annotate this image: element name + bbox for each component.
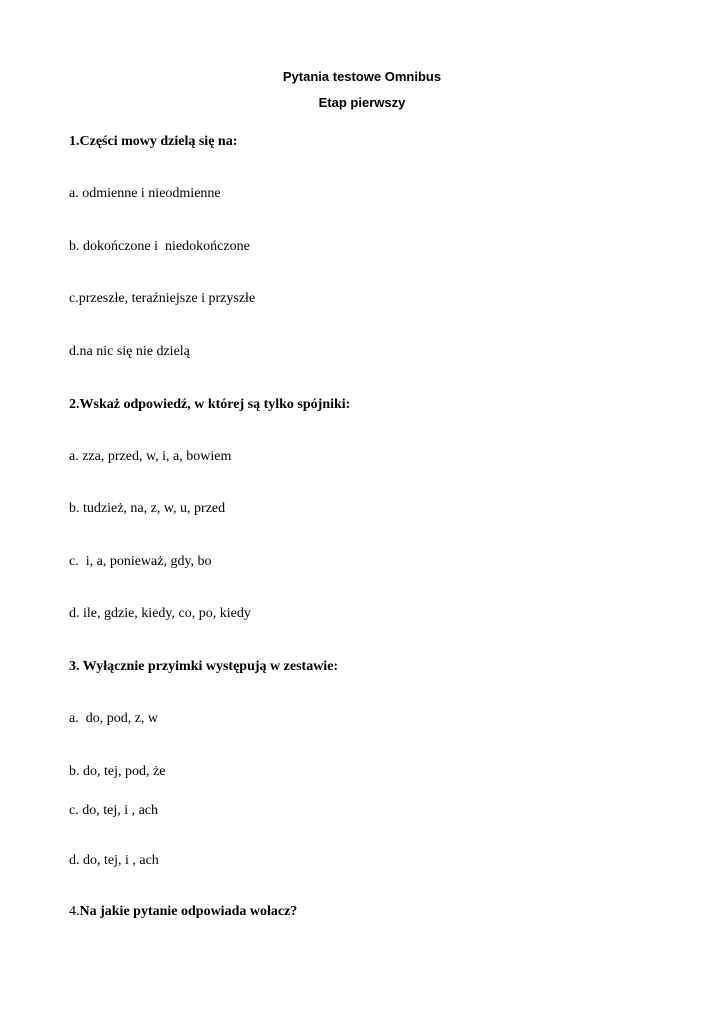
question-4 (69, 903, 297, 921)
q3-answer-b: b. do, tej, pod, że (69, 764, 166, 779)
document-subtitle: Etap pierwszy (318, 95, 406, 110)
q2-answer-a: a. zza, przed, w, i, a, bowiem (69, 449, 232, 464)
q1-answer-c: c.przeszłe, teraźniejsze i przyszłe (69, 291, 256, 306)
q3-answer-a: a. do, pod, z, w (69, 711, 159, 726)
question-1: 1.Części mowy dzielą się na: (69, 134, 238, 149)
document-title: Pytania testowe Omnibus (282, 69, 442, 84)
question-4-text: Na jakie pytanie odpowiada wołacz? (79, 904, 298, 919)
q3-answer-d: d. do, tej, i , ach (69, 853, 159, 868)
q2-answer-c: c. i, a, ponieważ, gdy, bo (69, 554, 212, 569)
q2-answer-d: d. ile, gdzie, kiedy, co, po, kiedy (69, 606, 251, 621)
question-3: 3. Wyłącznie przyimki występują w zestawie: (69, 659, 339, 674)
q1-answer-d: d.na nic się nie dzielą (69, 344, 190, 359)
q2-answer-b: b. tudzież, na, z, w, u, przed (69, 501, 226, 516)
q1-answer-b: b. dokończone i niedokończone (69, 239, 250, 254)
q3-answer-c: c. do, tej, i , ach (69, 803, 159, 818)
q1-answer-a: a. odmienne i nieodmienne (69, 186, 221, 201)
question-4-number: 4. (69, 904, 80, 919)
question-2: 2.Wskaż odpowiedź, w której są tylko spójniki: (69, 397, 351, 412)
